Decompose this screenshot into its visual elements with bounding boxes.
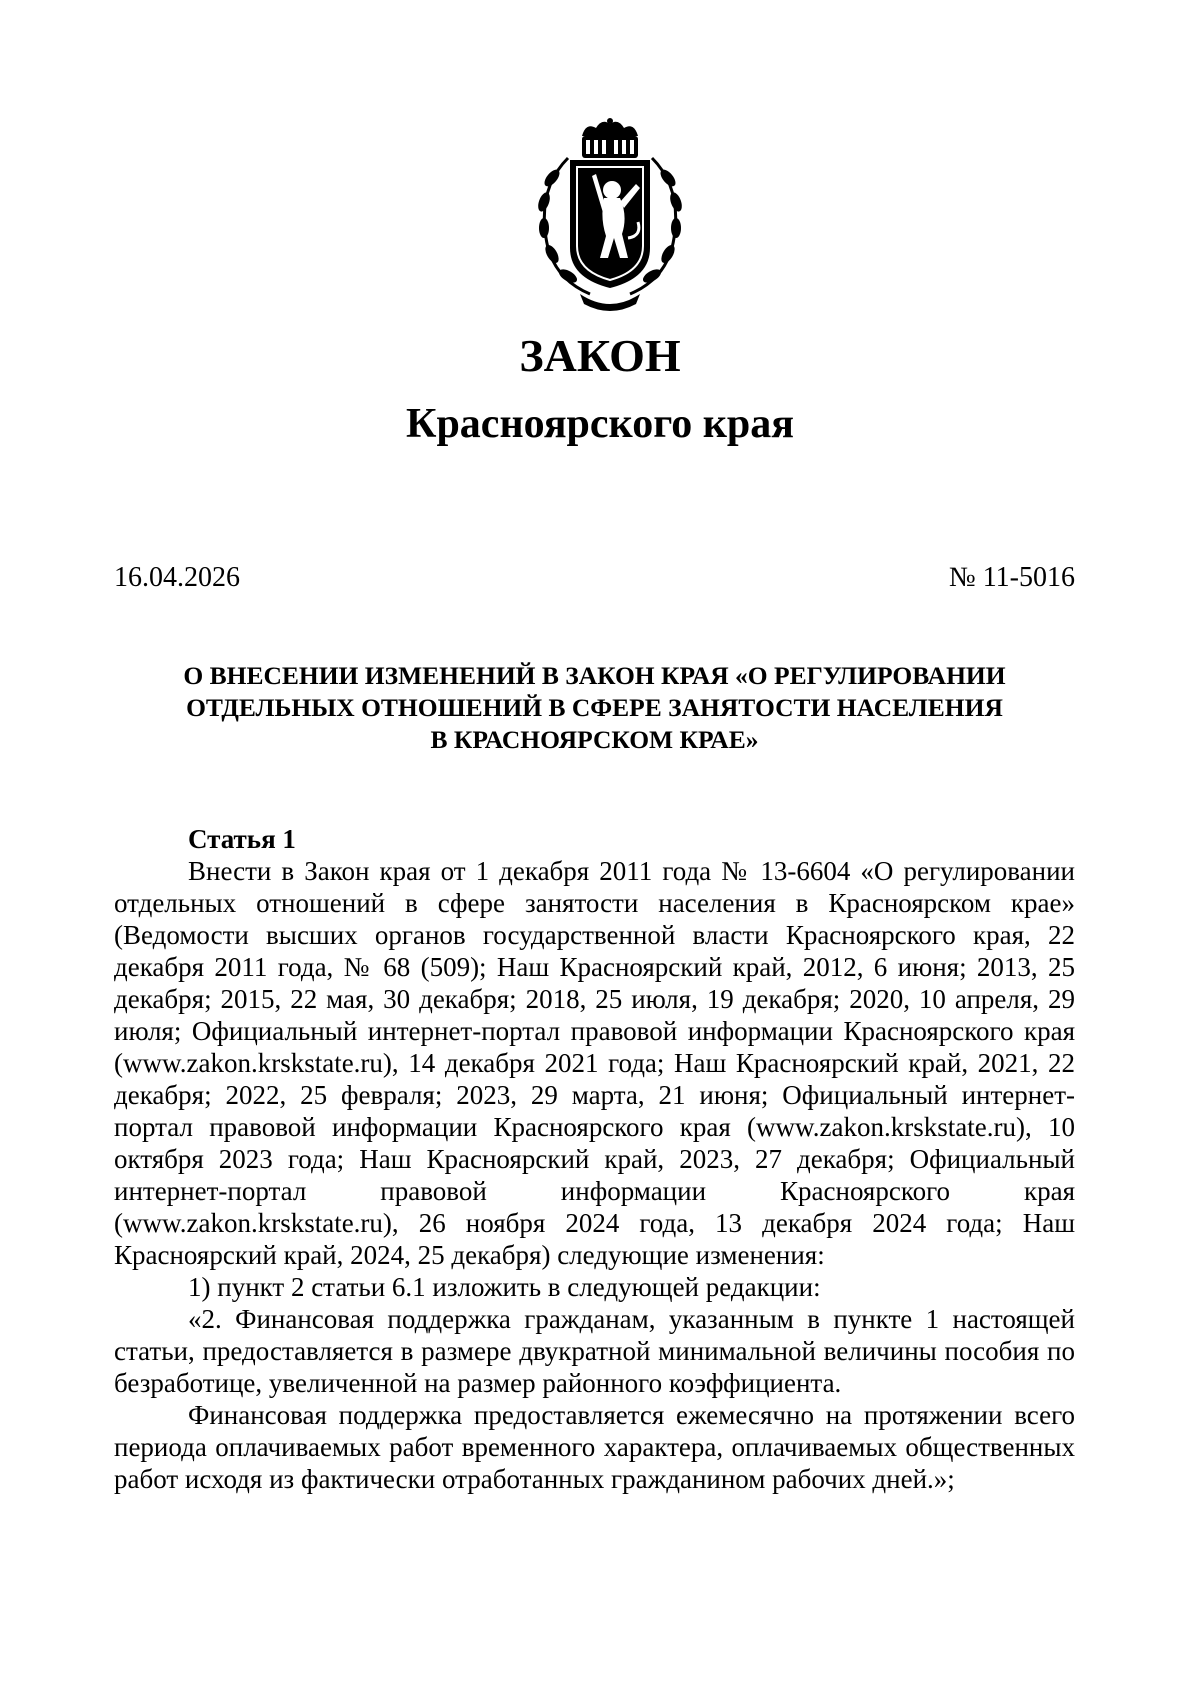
law-title: ЗАКОН — [519, 330, 681, 381]
law-region-subtitle: Красноярского края — [405, 401, 795, 447]
paragraph: 1) пункт 2 статьи 6.1 изложить в следующей редакции: — [188, 1272, 821, 1302]
heading-line: В КРАСНОЯРСКОМ КРАЕ» — [430, 725, 759, 754]
law-heading — [114, 660, 1075, 756]
paragraph: «2. Финансовая поддержка гражданам, указанным в пункте 1 настоящей статьи, предоставляется в размере двукратной минимальной величины пособия по безработице, увеличенной на размер районного коэффициента. — [114, 1304, 1075, 1398]
paragraph: Финансовая поддержка предоставляется ежемесячно на протяжении всего периода оплачиваемых работ временного характера, оплачиваемых общественных работ исходя из фактически отработанных гражданином рабочих дней.»; — [114, 1400, 1075, 1494]
law-number: № 11-5016 — [949, 562, 1075, 593]
article-title: Статья 1 — [188, 824, 296, 854]
heading-line: О ВНЕСЕНИИ ИЗМЕНЕНИЙ В ЗАКОН КРАЯ «О РЕГУЛИРОВАНИИ — [183, 661, 1006, 690]
paragraph: Внести в Закон края от 1 декабря 2011 года № 13-6604 «О регулировании отдельных отношений в сфере занятости населения в Красноярском крае» (Ведомости высших органов государственной власти Красноярского края, 22 декабря 2011 года, № 68 (509); Наш Красноярский край, 2012, 6 июня; 2013, 25 декабря; 2015, 22 мая, 30 декабря; 2018, 25 июля, 19 декабря; 2020, 10 апреля, 29 июля; Официальный интернет-портал правовой информации Красноярского края (www.zakon.krskstate.ru), 14 декабря 2021 года; Наш Красноярский край, 2021, 22 декабря; 2022, 25 февраля; 2023, 29 марта, 21 июня; Официальный интернет-портал правовой информации Красноярского края (www.zakon.krskstate.ru), 10 октября 2023 года; Наш Красноярский край, 2023, 27 декабря; Официальный интернет-портал правовой информации Красноярского края (www.zakon.krskstate.ru), 26 ноября 2024 года, 13 декабря 2024 года; Наш Красноярский край, 2024, 25 декабря) следующие изменения: — [114, 856, 1075, 1270]
coat-of-arms-icon — [530, 118, 690, 318]
heading-line: ОТДЕЛЬНЫХ ОТНОШЕНИЙ В СФЕРЕ ЗАНЯТОСТИ НАСЕЛЕНИЯ — [186, 693, 1003, 722]
law-body — [114, 823, 1075, 1495]
law-date: 16.04.2026 — [114, 562, 240, 593]
